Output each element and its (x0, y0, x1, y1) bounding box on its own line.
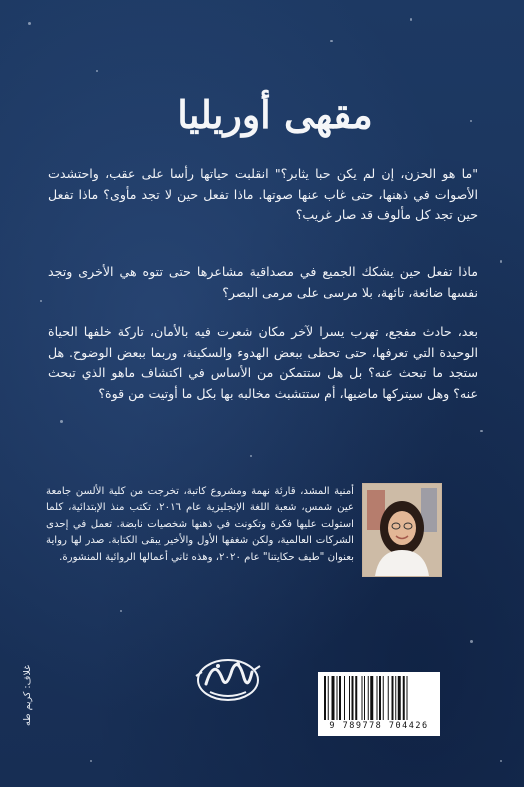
synopsis-paragraph-1: "ما هو الحزن، إن لم يكن حبا يثابر؟" انقلبت حياتها رأسا على عقب، واحتشدت الأصوات في ذهنها، حتى غاب عنها صوتها. ماذا تفعل حين لا تجد مأوى؟ ماذا تفعل حين تجد كل مألوف قد صار غريب؟ (48, 166, 478, 222)
texture-speck (90, 760, 92, 762)
synopsis-paragraph-2: ماذا تفعل حين يشكك الجميع في مصداقية مشاعرها حتى تتوه هي الأخرى وتجد نفسها ضائعة، تائهة، بلا مرسى على مرمى البصر؟ (48, 264, 478, 300)
texture-speck (470, 120, 472, 122)
texture-speck (330, 40, 333, 42)
cover-design-credit: غلاف: كريم طه (22, 664, 33, 726)
texture-speck (500, 260, 502, 263)
texture-speck (470, 640, 473, 643)
synopsis-paragraph-3: بعد، حادث مفجع، تهرب يسرا لآخر مكان شعرت فيه بالأمان، تاركة خلفها الحياة الوحيدة التي تعرفها، حتى تحظى ببعض الهدوء والسكينة، وربما ببعض الوضوح. هل ستجد ما تبحث عنه؟ بل هل ستتمكن من الأساس في اكتشاف ماهو الذي تبحث عنه؟ وهل سيتركها ماضيها، أم ستتشبث مخالبه بها بكل ما أوتيت من قوة؟ (48, 324, 478, 401)
isbn-barcode (318, 672, 440, 736)
texture-speck (410, 18, 412, 21)
barcode-icon (324, 676, 434, 720)
author-portrait-icon (363, 484, 441, 576)
isbn-number: 9 789778 704426 (329, 721, 429, 731)
calligraphy-logo-icon (188, 648, 268, 708)
book-title: مقهى أوريليا (177, 92, 373, 137)
author-photo (362, 483, 442, 577)
texture-speck (40, 300, 42, 302)
texture-speck (500, 760, 502, 762)
texture-speck (60, 420, 63, 423)
texture-speck (250, 455, 252, 457)
publisher-logo (188, 648, 268, 708)
author-bio: أمنية المشد، قارئة نهمة ومشروع كاتبة، تخرجت من كلية الألسن جامعة عين شمس، شعبة اللغة الإنجليزية عام ٢٠١٦. تكتب منذ الإبتدائية، كلما استولت عليها فكرة وتكونت في ذهنها شخصيات نابضة. تعمل في إحدى الشركات العالمية، ولكن شغفها الأول والأخير يبقى الكتابة. صدر لها رواية بعنوان "طيف حكايتنا" عام ٢٠٢٠، وهذه ثاني أعمالها الروائية المنشورة. (46, 486, 354, 563)
texture-speck (28, 22, 31, 25)
texture-speck (120, 610, 122, 612)
texture-speck (480, 430, 483, 432)
texture-speck (96, 70, 98, 72)
